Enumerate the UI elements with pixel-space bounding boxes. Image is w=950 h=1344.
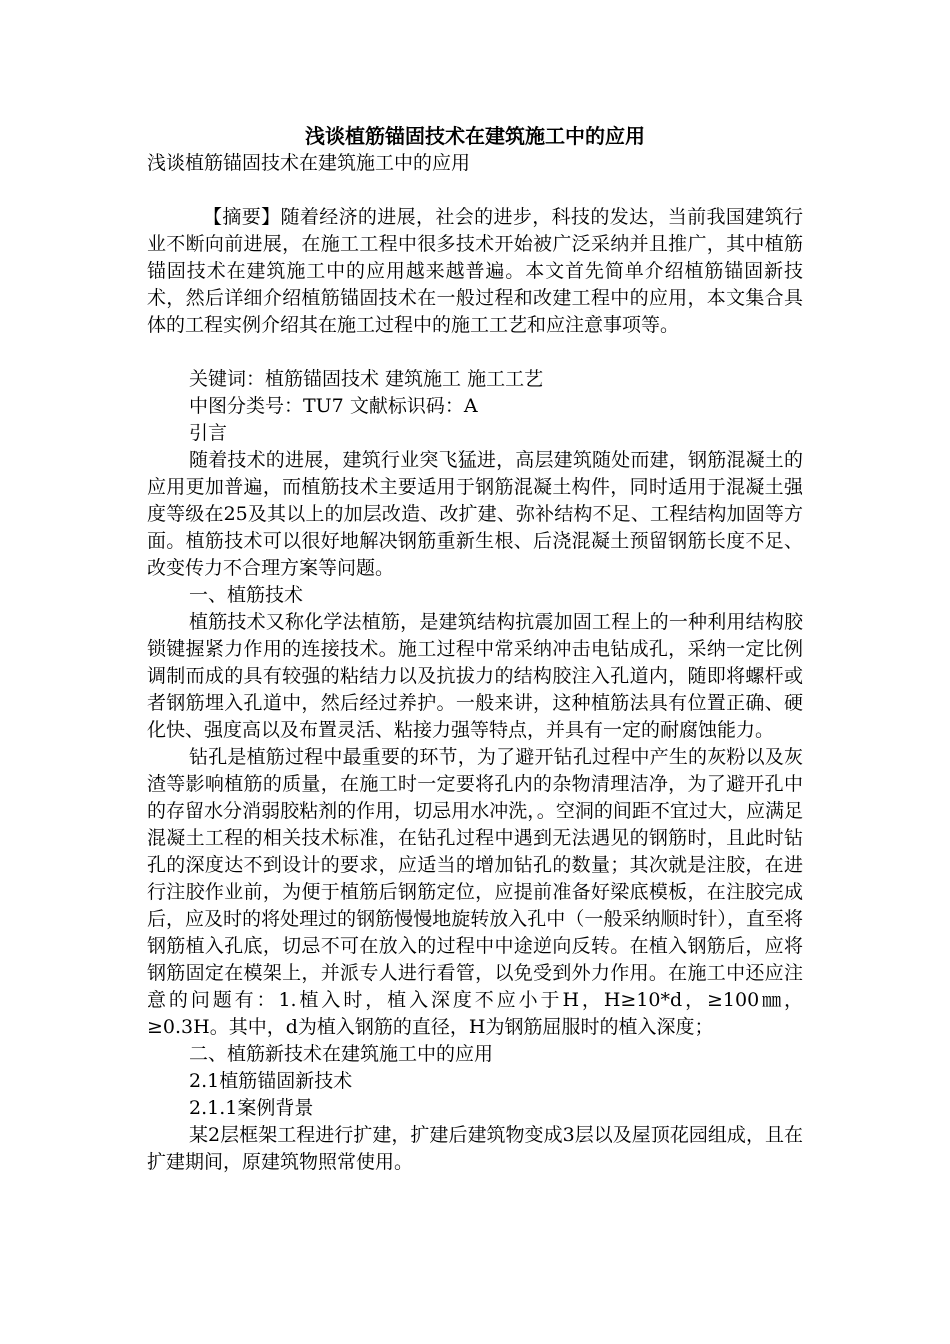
section2-1-1-paragraph: 某2层框架工程进行扩建，扩建后建筑物变成3层以及屋顶花园组成，且在扩建期间，原建筑物照常使用。 — [147, 1124, 803, 1173]
blank-line — [147, 177, 803, 204]
section2-heading: 二、植筋新技术在建筑施工中的应用 — [189, 1043, 494, 1065]
section1-heading: 一、植筋技术 — [189, 584, 304, 606]
section1-paragraph-2: 钻孔是植筋过程中最重要的环节，为了避开钻孔过程中产生的灰粉以及灰渣等影响植筋的质量，在施工时一定要将孔内的杂物清理洁净，为了避开孔中的存留水分消弱胶粘剂的作用，切忌用水冲洗，。空洞的间距不宜过大，应满足混凝土工程的相关技术标准，在钻孔过程中遇到无法遇见的钢筋时，且此时钻孔的深度达不到设计的要求，应适当的增加钻孔的数量；其次就是注胶，在进行注胶作业前，为便于植筋后钢筋定位，应提前准备好梁底模板，在注胶完成后，应及时的将处理过的钢筋慢慢地旋转放入孔中（一般采纳顺时针），直至将钢筋植入孔底，切忌不可在放入的过程中中途逆向反转。在植入钢筋后，应将钢筋固定在模架上，并派专人进行看管，以免受到外力作用。在施工中还应注意的问题有：1.植入时，植入深度不应小于H，H≥10*d，≥100㎜，≥0.3H。其中，d为植入钢筋的直径，H为钢筋屈服时的植入深度； — [147, 746, 803, 1038]
document-body — [147, 122, 803, 1176]
section2-1-1-heading: 2.1.1案例背景 — [189, 1097, 314, 1119]
blank-line — [147, 339, 803, 366]
intro-heading: 引言 — [189, 422, 228, 444]
section2-1-heading: 2.1植筋锚固新技术 — [189, 1070, 353, 1092]
classification-line: 中图分类号：TU7 文献标识码：A — [189, 395, 478, 417]
keywords-line: 关键词：植筋锚固技术 建筑施工 施工工艺 — [189, 368, 544, 390]
document-subtitle: 浅谈植筋锚固技术在建筑施工中的应用 — [147, 152, 471, 174]
document-title: 浅谈植筋锚固技术在建筑施工中的应用 — [305, 124, 645, 148]
section1-paragraph-1: 植筋技术又称化学法植筋，是建筑结构抗震加固工程上的一种利用结构胶锁键握紧力作用的连接技术。施工过程中常采纳冲击电钻成孔，采纳一定比例调制而成的具有较强的粘结力以及抗拔力的结构胶注入孔道内，随即将螺杆或者钢筋埋入孔道中，然后经过养护。一般来讲，这种植筋法具有位置正确、硬化快、强度高以及布置灵活、粘接力强等特点，并具有一定的耐腐蚀能力。 — [147, 611, 803, 741]
intro-paragraph: 随着技术的进展，建筑行业突飞猛进，高层建筑随处而建，钢筋混凝土的应用更加普遍，而植筋技术主要适用于钢筋混凝土构件，同时适用于混凝土强度等级在25及其以上的加层改造、改扩建、弥补结构不足、工程结构加固等方面。植筋技术可以很好地解决钢筋重新生根、后浇混凝土预留钢筋长度不足、改变传力不合理方案等问题。 — [147, 449, 803, 579]
abstract-paragraph: 【摘要】随着经济的进展，社会的进步，科技的发达，当前我国建筑行业不断向前进展，在施工工程中很多技术开始被广泛采纳并且推广，其中植筋锚固技术在建筑施工中的应用越来越普遍。本文首先简单介绍植筋锚固新技术，然后详细介绍植筋锚固技术在一般过程和改建工程中的应用，本文集合具体的工程实例介绍其在施工过程中的施工工艺和应注意事项等。 — [147, 206, 803, 336]
